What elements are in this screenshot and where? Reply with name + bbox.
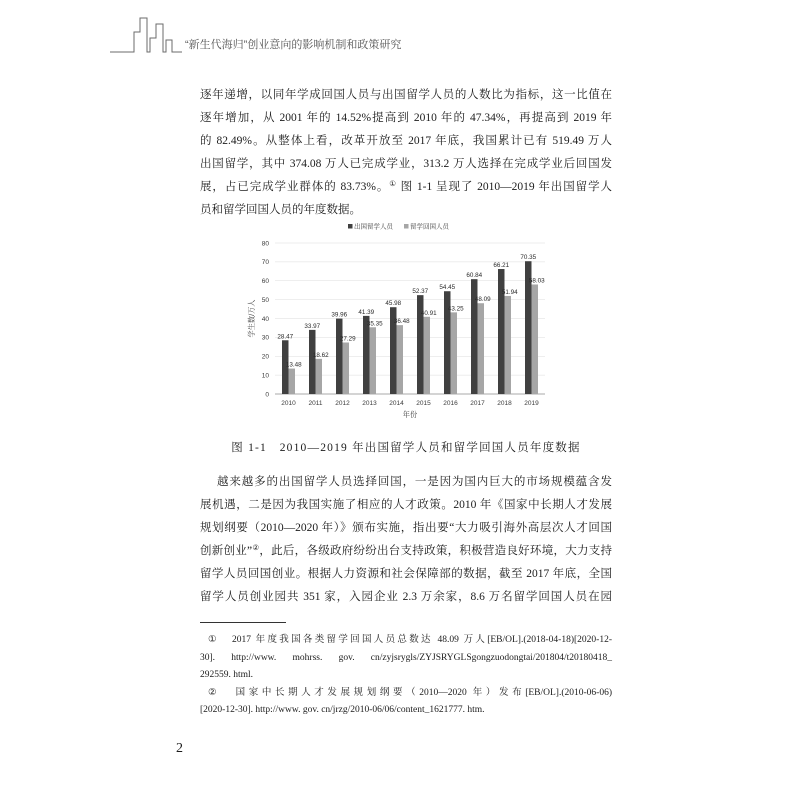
legend-label: 出国留学人员 bbox=[354, 223, 393, 231]
bar bbox=[451, 312, 458, 394]
data-label: 54.45 bbox=[439, 284, 456, 292]
page-number: 2 bbox=[176, 741, 183, 756]
body-paragraph bbox=[200, 471, 612, 609]
x-tick-label: 2018 bbox=[497, 400, 512, 407]
x-tick-label: 2017 bbox=[470, 400, 485, 407]
footnotes bbox=[200, 632, 612, 720]
data-label: 36.48 bbox=[393, 318, 410, 326]
data-label: 28.47 bbox=[277, 333, 294, 341]
body-text-line: 员和留学回国人员的年度数据。 bbox=[200, 204, 361, 216]
footnote-marker: ① bbox=[208, 635, 217, 645]
data-label: 70.35 bbox=[520, 254, 537, 262]
footnote-line: 292559. html. bbox=[200, 670, 254, 680]
body-text-line: 留学人员创业园共 351 家，入园企业 2.3 万余家，8.6 万名留学回国人员在园 bbox=[200, 591, 612, 603]
y-tick-label: 10 bbox=[261, 372, 269, 380]
figure-1-1-bar-chart bbox=[240, 216, 560, 422]
body-text-segment: 图 1-1 呈现了 2010—2019 年出国留学人 bbox=[396, 181, 612, 193]
x-tick-label: 2019 bbox=[524, 400, 539, 407]
body-paragraph bbox=[200, 84, 612, 222]
x-tick-label: 2015 bbox=[416, 400, 431, 407]
bar bbox=[336, 319, 343, 394]
bar bbox=[498, 269, 505, 394]
data-label: 60.84 bbox=[466, 272, 483, 280]
data-label: 52.37 bbox=[412, 288, 429, 296]
y-tick-label: 20 bbox=[261, 353, 269, 361]
data-label: 43.25 bbox=[447, 305, 464, 313]
data-label: 45.98 bbox=[385, 300, 402, 308]
body-text-line: 留学人员回国创业。根据人力资源和社会保障部的数据，截至 2017 年底，全国 bbox=[200, 568, 612, 580]
bar bbox=[370, 327, 377, 394]
bar bbox=[532, 284, 539, 394]
data-label: 66.21 bbox=[493, 262, 510, 270]
data-label: 13.48 bbox=[285, 361, 302, 369]
figure-caption: 图 1-1 2010—2019 年出国留学人员和留学回国人员年度数据 bbox=[231, 442, 581, 454]
data-label: 33.97 bbox=[304, 322, 321, 330]
footnote-marker: ② bbox=[208, 687, 217, 698]
legend-marker bbox=[404, 224, 409, 229]
data-label: 58.03 bbox=[528, 277, 545, 285]
data-label: 35.35 bbox=[366, 320, 383, 328]
y-tick-label: 70 bbox=[261, 259, 269, 267]
y-tick-label: 80 bbox=[261, 240, 269, 248]
body-text-line: 的 82.49%。从整体上看，改革开放至 2017 年底，我国累计已有 519.49 万人 bbox=[200, 135, 612, 147]
data-label: 48.09 bbox=[474, 296, 491, 304]
bar bbox=[309, 330, 316, 394]
footnote-text: 2017 年度我国各类留学回国人员总数达 48.09 万人[EB/OL].(2018-04-18)[2020-12- bbox=[232, 635, 612, 645]
body-text-line bbox=[200, 176, 612, 199]
legend-label: 留学回国人员 bbox=[410, 223, 449, 231]
footnote-line: [2020-12-30]. http://www. gov. cn/jrzg/2010-06/06/content_1621777. htm. bbox=[200, 705, 485, 715]
body-text-line: 展机遇，二是因为我国实施了相应的人才政策。2010 年《国家中长期人才发展 bbox=[200, 499, 612, 511]
bar bbox=[505, 296, 512, 394]
x-tick-label: 2012 bbox=[335, 400, 350, 407]
body-text-line: 出国留学，其中 374.08 万人已完成学业，313.2 万人选择在完成学业后回国发 bbox=[200, 158, 612, 170]
footnote-text: 国家中长期人才发展规划纲要（2010—2020 年）发布[EB/OL].(2010-06-06) bbox=[232, 687, 612, 698]
body-text-line: 逐年递增，以同年学成回国人员与出国留学人员的人数比为指标，这一比值在 bbox=[200, 89, 612, 101]
bar bbox=[289, 369, 296, 394]
bar bbox=[363, 316, 370, 394]
footnote-line: 30]. http://www. mohrss. gov. cn/zyjsrygls/ZYJSRYGLSgongzuodongtai/201804/t20180418_ bbox=[200, 652, 612, 663]
body-text-line bbox=[200, 540, 612, 563]
x-tick-label: 2011 bbox=[308, 400, 323, 407]
bar bbox=[397, 325, 404, 394]
bar bbox=[478, 303, 485, 394]
running-header-title: “新生代海归”创业意向的影响机制和政策研究 bbox=[185, 39, 402, 51]
x-tick-label: 2010 bbox=[281, 400, 296, 407]
x-tick-label: 2014 bbox=[389, 400, 404, 407]
data-label: 27.29 bbox=[339, 335, 356, 343]
data-label: 51.94 bbox=[501, 288, 518, 296]
bar bbox=[343, 342, 350, 394]
x-axis-title: 年份 bbox=[402, 410, 418, 419]
footnote-reference: ① bbox=[389, 178, 397, 188]
y-tick-label: 50 bbox=[261, 296, 269, 304]
y-tick-label: 30 bbox=[261, 334, 269, 342]
y-tick-label: 40 bbox=[261, 315, 269, 323]
data-label: 39.96 bbox=[331, 311, 348, 319]
x-tick-label: 2016 bbox=[443, 400, 458, 407]
footnote-line bbox=[200, 685, 612, 703]
body-text-segment: 创新创业” bbox=[200, 545, 253, 557]
bar bbox=[424, 317, 431, 394]
footnote-reference: ② bbox=[252, 542, 260, 552]
x-tick-label: 2013 bbox=[362, 400, 377, 407]
legend-marker bbox=[348, 224, 353, 229]
y-tick-label: 60 bbox=[261, 278, 269, 286]
footnote-line bbox=[200, 632, 612, 650]
city-skyline-icon bbox=[110, 10, 182, 56]
data-label: 18.62 bbox=[312, 351, 329, 359]
bar bbox=[316, 359, 323, 394]
y-tick-label: 0 bbox=[265, 391, 269, 399]
body-text-line: 越来越多的出国留学人员选择回国，一是因为国内巨大的市场规模蕴含发 bbox=[217, 476, 612, 488]
data-label: 41.39 bbox=[358, 308, 375, 316]
data-label: 40.91 bbox=[420, 309, 437, 317]
body-text-line: 逐年增加，从 2001 年的 14.52%提高到 2010 年的 47.34%，再提高到 2019 年 bbox=[200, 112, 612, 124]
y-axis-title: 学生数/万人 bbox=[247, 299, 256, 338]
body-text-line: 规划纲要（2010—2020 年）》颁布实施，指出要“大力吸引海外高层次人才回国 bbox=[200, 522, 612, 534]
body-text-segment: 展，占已完成学业群体的 83.73%。 bbox=[200, 181, 390, 193]
footnote-separator bbox=[200, 622, 286, 623]
body-text-segment: ，此后，各级政府纷纷出台支持政策，积极营造良好环境，大力支持 bbox=[259, 545, 612, 557]
